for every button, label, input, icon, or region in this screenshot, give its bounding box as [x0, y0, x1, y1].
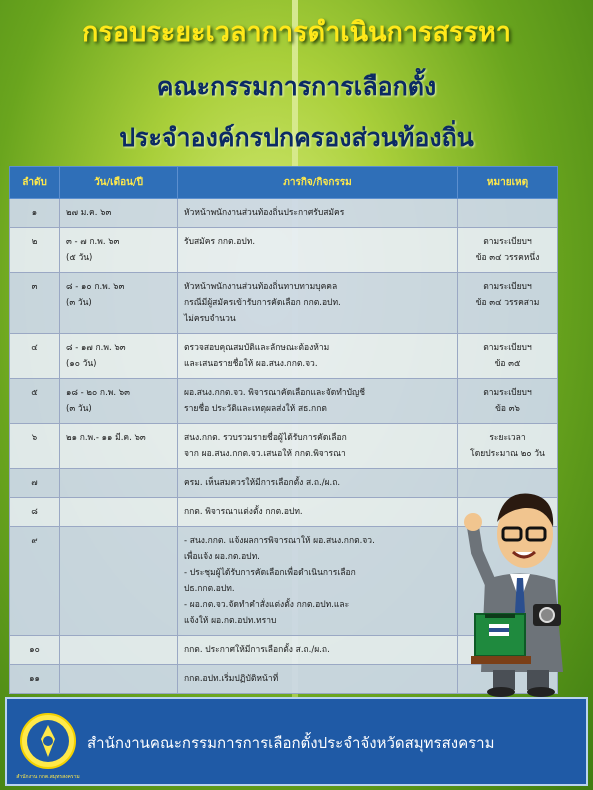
- row-date: [60, 527, 178, 636]
- row-note-line: ตามระเบียบฯ: [483, 388, 532, 398]
- row-note-line: ตามระเบียบฯ: [483, 282, 532, 292]
- column-header-date: วัน/เดือน/ปี: [60, 167, 178, 199]
- row-task: [178, 273, 458, 334]
- row-date-line: (๓ วัน): [66, 298, 92, 308]
- row-number: ๑๐: [10, 636, 60, 665]
- row-task: [178, 379, 458, 424]
- row-date: [60, 469, 178, 498]
- row-number: ๒: [10, 228, 60, 273]
- row-task-line: แจ้งให้ ผอ.กต.อปท.ทราบ: [184, 616, 277, 626]
- row-task: [178, 228, 458, 273]
- ballot-box-stand: [471, 656, 531, 664]
- row-date: [60, 636, 178, 665]
- row-task-line: ปธ.กกต.อปท.: [184, 584, 235, 594]
- row-task-line: หัวหน้าพนักงานส่วนท้องถิ่นทาบทามบุคคล: [184, 282, 338, 292]
- row-task-line: - ประชุมผู้ได้รับการคัดเลือกเพื่อดำเนินการเลือก: [184, 568, 356, 578]
- row-note-line: ข้อ ๓๕: [494, 359, 521, 369]
- row-task-line: รับสมัคร กกต.อปท.: [184, 237, 256, 247]
- row-note: [458, 424, 558, 469]
- ballot-box-flag-band: [489, 628, 509, 632]
- page-subtitle-1: คณะกรรมการการเลือกตั้ง: [156, 72, 437, 101]
- row-number: ๔: [10, 334, 60, 379]
- row-task-line: ตรวจสอบคุณสมบัติและลักษณะต้องห้าม: [184, 343, 330, 353]
- footer-banner: [5, 697, 588, 786]
- page-title: กรอบระยะเวลาการดำเนินการสรรหา: [82, 17, 511, 48]
- row-number: ๓: [10, 273, 60, 334]
- column-header-number: ลำดับ: [10, 167, 60, 199]
- table-row: [10, 228, 558, 273]
- row-date: [60, 334, 178, 379]
- row-task-line: สนง.กกต. รวบรวมรายชื่อผู้ได้รับการคัดเลือก: [184, 433, 347, 443]
- row-date: [60, 424, 178, 469]
- row-note-line: ตามระเบียบฯ: [483, 237, 532, 247]
- row-task: [178, 636, 458, 665]
- row-note-line: ข้อ ๓๖: [495, 404, 520, 414]
- row-date-line: (๓ วัน): [66, 404, 92, 414]
- row-date-line: ๑๘ - ๒๐ ก.พ. ๖๓: [66, 388, 130, 398]
- row-number: ๘: [10, 498, 60, 527]
- row-task-line: ครม. เห็นสมควรให้มีการเลือกตั้ง ส.ถ./ผ.ถ.: [184, 478, 341, 488]
- row-date-line: ๘ - ๑๐ ก.พ. ๖๓: [66, 282, 125, 292]
- row-note: [458, 379, 558, 424]
- row-task-line: กกต. พิจารณาแต่งตั้ง กกต.อปท.: [184, 507, 303, 517]
- row-date: [60, 199, 178, 228]
- mascot-shoe-right: [527, 687, 555, 697]
- row-date: [60, 379, 178, 424]
- row-task: [178, 665, 458, 694]
- row-task-line: จาก ผอ.สนง.กกต.จว.เสนอให้ กกต.พิจารณา: [184, 449, 346, 459]
- mascot-shoe-left: [487, 687, 515, 697]
- page-subtitle-2: ประจำองค์กรปกครองส่วนท้องถิ่น: [119, 123, 474, 152]
- row-task: [178, 424, 458, 469]
- row-number: ๕: [10, 379, 60, 424]
- row-note: [458, 334, 558, 379]
- row-task-line: ผอ.สนง.กกต.จว. พิจารณาคัดเลือกและจัดทำบัญชี: [184, 388, 365, 398]
- mascot-illustration: [455, 472, 585, 697]
- row-note: [458, 199, 558, 228]
- row-date-line: ๒๗ ม.ค. ๖๓: [66, 208, 112, 218]
- row-date-line: ๘ - ๑๗ ก.พ. ๖๓: [66, 343, 126, 353]
- seal-icon: [19, 711, 77, 775]
- row-task-line: - สนง.กกต. แจ้งผลการพิจารณาให้ ผอ.สนง.กกต.จว.: [184, 536, 375, 546]
- mascot-raised-arm: [473, 527, 490, 582]
- row-task-line: เพื่อแจ้ง ผอ.กต.อปท.: [184, 552, 260, 562]
- row-note-line: ตามระเบียบฯ: [483, 343, 532, 353]
- row-note-line: โดยประมาณ ๒๐ วัน: [470, 449, 545, 459]
- row-task-line: กกต. ประกาศให้มีการเลือกตั้ง ส.ถ./ผ.ถ.: [184, 645, 330, 655]
- row-date: [60, 228, 178, 273]
- row-task: [178, 469, 458, 498]
- row-number: ๑: [10, 199, 60, 228]
- row-note-line: ข้อ ๓๔ วรรคหนึ่ง: [475, 253, 540, 263]
- row-number: ๑๑: [10, 665, 60, 694]
- row-date: [60, 665, 178, 694]
- seal-caption: สำนักงาน กกต.สมุทรสงคราม: [16, 774, 80, 780]
- row-task-line: - ผอ.กต.จว.จัดทำคำสั่งแต่งตั้ง กกต.อปท.และ: [184, 600, 350, 610]
- mascot-hand: [464, 513, 482, 531]
- row-date-line: (๑๐ วัน): [66, 359, 97, 369]
- row-date-line: ๒๑ ก.พ.- ๑๑ มี.ค. ๖๓: [66, 433, 146, 443]
- mascot-mouth: [513, 552, 535, 557]
- row-task: [178, 498, 458, 527]
- row-task-line: และเสนอรายชื่อให้ ผอ.สนง.กกต.จว.: [184, 359, 318, 369]
- column-header-note: หมายเหตุ: [458, 167, 558, 199]
- row-note-line: ระยะเวลา: [489, 433, 526, 443]
- row-task: [178, 527, 458, 636]
- mascot-camera-lens: [540, 608, 554, 622]
- row-date: [60, 498, 178, 527]
- row-task-line: กกต.อปท.เริ่มปฏิบัติหน้าที่: [184, 674, 279, 684]
- row-note: [458, 228, 558, 273]
- row-date-line: (๕ วัน): [66, 253, 93, 263]
- row-number: ๖: [10, 424, 60, 469]
- mascot-leg-left: [493, 670, 515, 690]
- row-task-line: รายชื่อ ประวัติและเหตุผลส่งให้ สธ.กกต: [184, 404, 327, 414]
- row-date-line: ๓ - ๗ ก.พ. ๖๓: [66, 237, 120, 247]
- row-task-line: หัวหน้าพนักงานส่วนท้องถิ่นประกาศรับสมัคร: [184, 208, 345, 218]
- row-note: [458, 273, 558, 334]
- column-header-task: ภารกิจ/กิจกรรม: [178, 167, 458, 199]
- row-note-line: ข้อ ๓๔ วรรคสาม: [475, 298, 540, 308]
- row-task: [178, 334, 458, 379]
- row-number: ๗: [10, 469, 60, 498]
- row-date: [60, 273, 178, 334]
- table-row: [10, 334, 558, 379]
- table-row: [10, 199, 558, 228]
- table-row: [10, 424, 558, 469]
- table-header-row: [10, 167, 558, 199]
- row-task: [178, 199, 458, 228]
- footer-office-name: สำนักงานคณะกรรมการการเลือกตั้งประจำจังหวัดสมุทรสงคราม: [87, 734, 495, 752]
- ballot-box-slot: [485, 614, 515, 618]
- row-number: ๙: [10, 527, 60, 636]
- table-row: [10, 273, 558, 334]
- row-task-line: ไม่ครบจำนวน: [184, 314, 236, 324]
- mascot-leg-right: [527, 670, 549, 690]
- row-task-line: กรณีมีผู้สมัครเข้ารับการคัดเลือก กกต.อปท.: [184, 298, 341, 308]
- table-row: [10, 379, 558, 424]
